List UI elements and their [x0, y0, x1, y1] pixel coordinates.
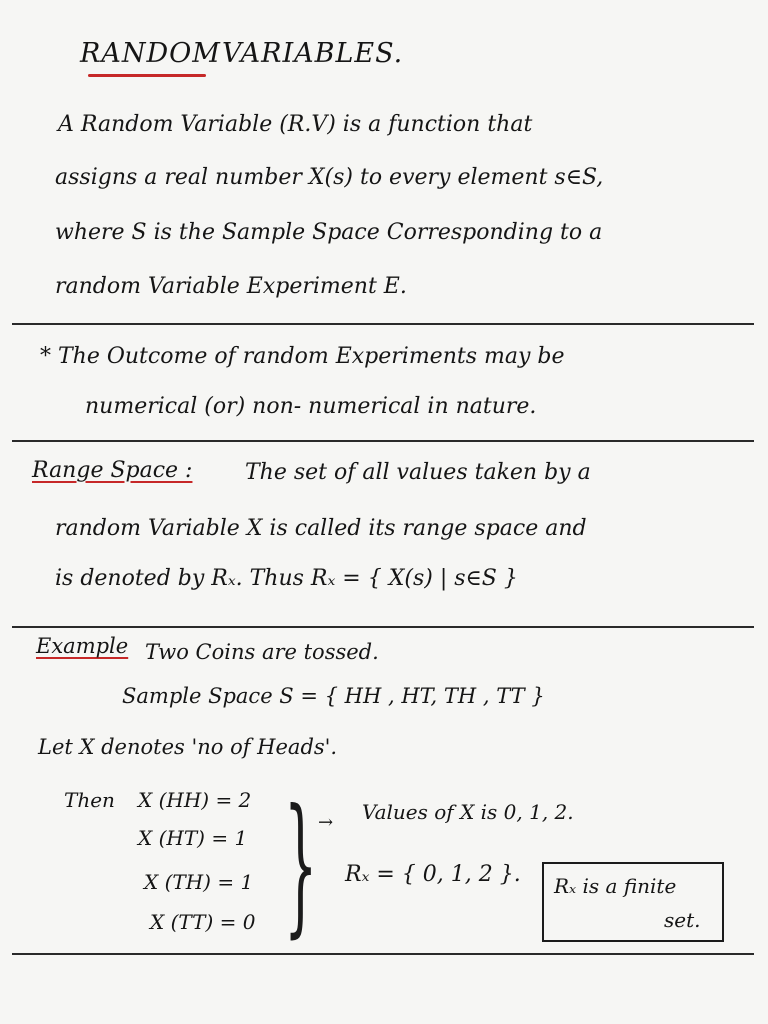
- definition-line-1: A Random Variable (R.V) is a function that: [58, 112, 533, 137]
- range-space-heading: Range Space :: [32, 458, 193, 483]
- title-word-variables: VARIABLES.: [222, 38, 404, 69]
- range-space-line-2: random Variable X is called its range space and: [55, 516, 587, 541]
- let-x-line: Let X denotes 'no of Heads'.: [38, 735, 338, 759]
- right-brace: }: [284, 778, 318, 952]
- x-hh-value: X (HH) = 2: [138, 788, 252, 812]
- arrow-icon: →: [318, 812, 334, 833]
- definition-line-3: where S is the Sample Space Corresponding to a: [55, 220, 603, 245]
- divider-2: [12, 440, 754, 442]
- note-line-2: numerical (or) non- numerical in nature.: [85, 394, 537, 419]
- definition-line-2: assigns a real number X(s) to every element s∈S,: [55, 165, 604, 190]
- title-underline: [88, 74, 206, 77]
- example-line-1: Two Coins are tossed.: [145, 640, 379, 664]
- sample-space-line: Sample Space S = { HH , HT, TH , TT }: [122, 684, 545, 708]
- note-line-1: * The Outcome of random Experiments may be: [40, 344, 565, 369]
- x-tt-value: X (TT) = 0: [150, 910, 256, 934]
- box-line-2: set.: [664, 908, 701, 932]
- divider-3: [12, 626, 754, 628]
- x-th-value: X (TH) = 1: [144, 870, 254, 894]
- range-space-line-1: The set of all values taken by a: [245, 460, 591, 485]
- divider-4: [12, 953, 754, 955]
- example-heading: Example: [36, 634, 129, 658]
- divider-1: [12, 323, 754, 325]
- definition-line-4: random Variable Experiment E.: [55, 274, 407, 299]
- title-word-random: RANDOM: [80, 38, 221, 69]
- box-line-1: Rₓ is a finite: [554, 874, 677, 898]
- x-ht-value: X (HT) = 1: [138, 826, 248, 850]
- then-label: Then: [64, 788, 115, 812]
- finite-set-box: [542, 862, 724, 942]
- range-space-line-3: is denoted by Rₓ. Thus Rₓ = { X(s) | s∈S }: [55, 566, 518, 591]
- rx-set-line: Rₓ = { 0, 1, 2 }.: [345, 862, 521, 887]
- values-of-x-line: Values of X is 0, 1, 2.: [362, 800, 574, 824]
